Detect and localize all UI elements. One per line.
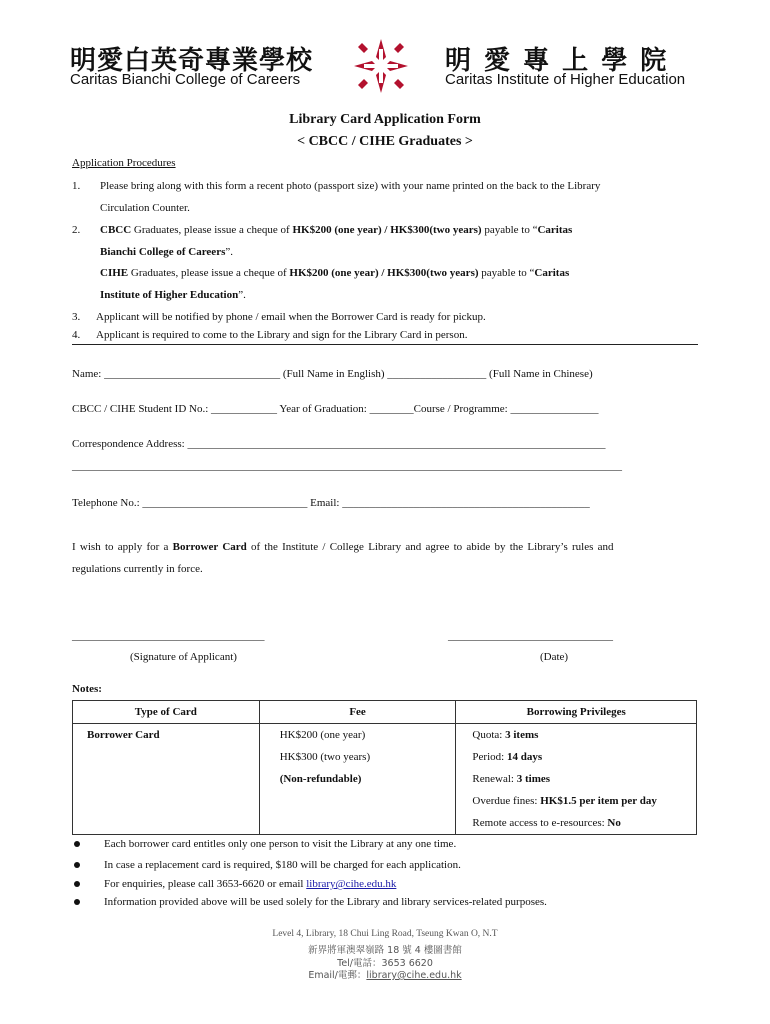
column-header: Type of Card: [73, 701, 260, 724]
name-field[interactable]: Name: ________________________________ (Full Name in English) __________________ (Full Name in Chinese): [72, 368, 593, 380]
step-1-text-cont: Circulation Counter.: [100, 202, 190, 214]
college-name-english: Caritas Bianchi College of Careers: [70, 71, 301, 88]
college-name-chinese: 明愛白英奇專業學校: [70, 46, 314, 76]
address-field[interactable]: Correspondence Address: ____________________________________________________________________________: [72, 438, 606, 450]
step-3-text: Applicant will be notified by phone / email when the Borrower Card is ready for pickup.: [96, 311, 486, 323]
step-2-cbcc-payee: Bianchi College of Careers”.: [100, 246, 233, 258]
table-header-row: [73, 701, 697, 724]
privilege-cell: Remote access to e-resources: No: [456, 812, 697, 835]
date-line[interactable]: ______________________________: [448, 630, 613, 642]
declaration-text: I wish to apply for a Borrower Card of the Institute / College Library and agree to abide by the Library’s rules and: [72, 541, 614, 553]
privileges-table: [72, 700, 697, 835]
bullet-icon: [74, 881, 80, 887]
divider: [72, 344, 698, 345]
step-4-text: Applicant is required to come to the Library and sign for the Library Card in person.: [96, 329, 468, 341]
form-title: Library Card Application Form: [289, 112, 481, 127]
privilege-cell: Period: 14 days: [456, 746, 697, 768]
step-1-text: Please bring along with this form a recent photo (passport size) with your name printed on the back to the Library: [100, 180, 601, 192]
table-row: [73, 724, 697, 747]
footer-email-link[interactable]: library@cihe.edu.hk: [366, 970, 462, 981]
footer-email: Email/電郵：library@cihe.edu.hk: [308, 970, 462, 981]
footer-telephone: Tel/電話：3653 6620: [337, 958, 433, 969]
procedures-heading: Application Procedures: [72, 157, 176, 169]
table-row: [73, 746, 697, 768]
notes-heading: Notes:: [72, 683, 102, 695]
column-header: Borrowing Privileges: [456, 701, 697, 724]
step-number: 4.: [72, 329, 81, 341]
institute-name-english: Caritas Institute of Higher Education: [445, 71, 686, 88]
step-2-cbcc: CBCC Graduates, please issue a cheque of HK$200 (one year) / HK$300(two years) payable to “Caritas: [100, 224, 573, 236]
caritas-logo: [350, 35, 412, 97]
signature-line[interactable]: ___________________________________: [72, 630, 265, 642]
step-number: 2.: [72, 224, 81, 236]
footer-address: Level 4, Library, 18 Chui Ling Road, Tseung Kwan O, N.T: [272, 929, 498, 939]
enquiry-email-link[interactable]: library@cihe.edu.hk: [306, 878, 397, 890]
fee-cell: HK$200 (one year): [259, 724, 456, 747]
table-row: [73, 812, 697, 835]
telephone-email-field[interactable]: Telephone No.: ______________________________ Email: _____________________________________________: [72, 497, 590, 509]
step-2-cihe: CIHE Graduates, please issue a cheque of HK$200 (one year) / HK$300(two years) payable to “Caritas: [100, 267, 570, 279]
privilege-cell: Quota: 3 items: [456, 724, 697, 747]
form-subtitle: < CBCC / CIHE Graduates >: [297, 134, 473, 149]
step-2-cihe-payee: Institute of Higher Education”.: [100, 289, 246, 301]
signature-label: (Signature of Applicant): [130, 651, 237, 663]
student-id-field[interactable]: CBCC / CIHE Student ID No.: ____________ Year of Graduation: ________Course / Programme: ________________: [72, 403, 599, 415]
step-number: 3.: [72, 311, 81, 323]
bullet-icon: [74, 841, 80, 847]
institute-name-chinese: 明 愛 專 上 學 院: [445, 46, 669, 76]
caritas-cross-icon: [350, 35, 412, 97]
fee-cell: HK$300 (two years): [259, 746, 456, 768]
declaration-text-cont: regulations currently in force.: [72, 563, 203, 575]
address-field-line2[interactable]: ____________________________________________________________________________________________________: [72, 460, 622, 472]
bullet-icon: [74, 862, 80, 868]
privilege-cell: Renewal: 3 times: [456, 768, 697, 790]
fee-cell: (Non-refundable): [259, 768, 456, 790]
column-header: Fee: [259, 701, 456, 724]
date-label: (Date): [540, 651, 569, 663]
table-row: [73, 768, 697, 790]
card-type-cell: Borrower Card: [73, 724, 260, 747]
footer-address-chinese: 新界將軍澳翠嶺路 18 號 4 樓圖書館: [308, 945, 462, 956]
privilege-cell: Overdue fines: HK$1.5 per item per day: [456, 790, 697, 812]
bullet-icon: [74, 899, 80, 905]
table-row: [73, 790, 697, 812]
step-number: 1.: [72, 180, 81, 192]
